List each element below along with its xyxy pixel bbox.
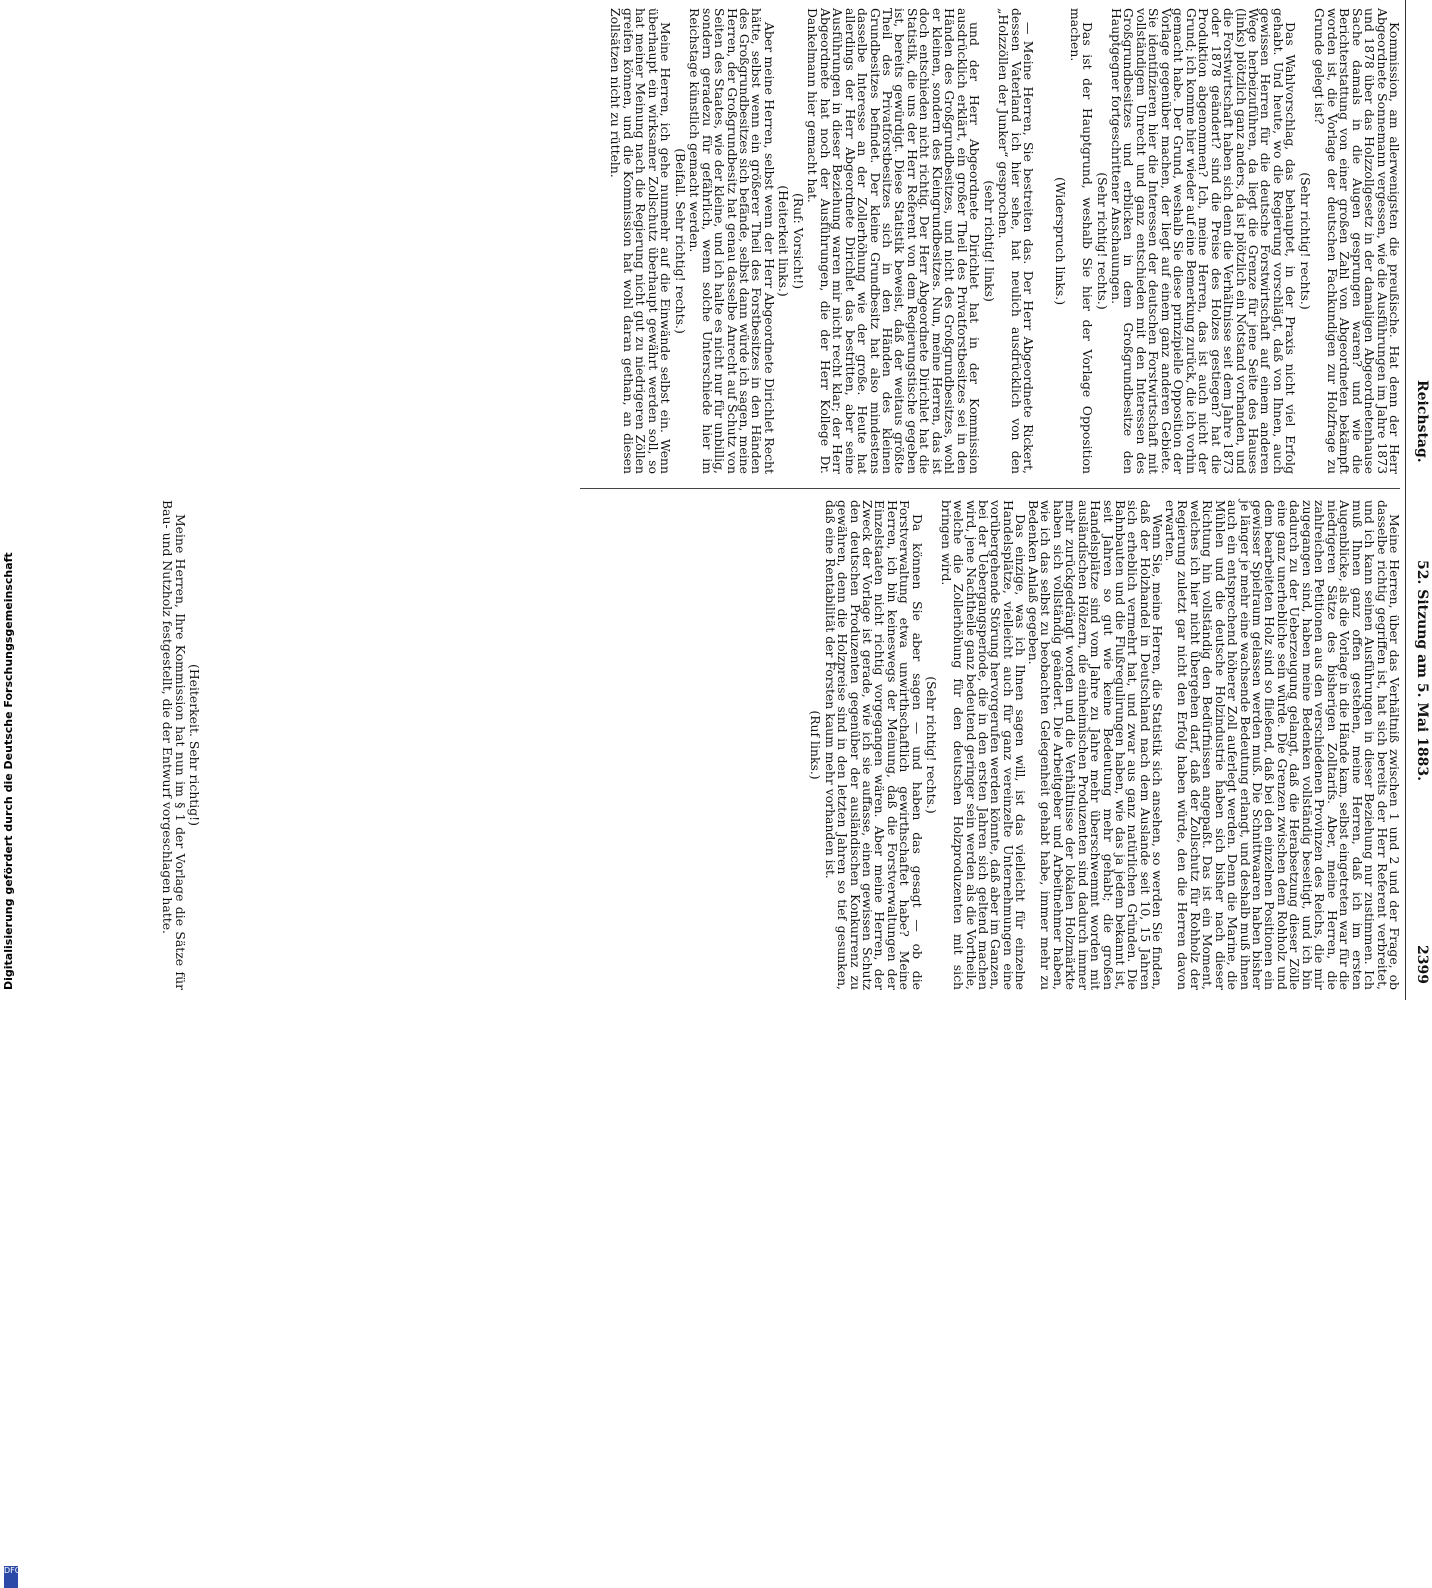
- paragraph: Kommission, am allerwenigsten die preußische. Hat denn der Herr Abgeordnete Sonnemann vergessen, wie die Ausführungen im Jahre 1873 und 1878 über das Holzzollgesetz in der damaligen Abgeordnetenhause Sache damals in die Augen gesprungen waren? und wie die Berichterstattung von einer großen Zahl von Abgeordneten bekämpft worden ist, die Vorlage der deutschen Fachkundigen zur Holzfrage zu Grunde gelegt ist?: [1312, 8, 1402, 474]
- interjection: (Ruf links.): [808, 710, 824, 780]
- interjection: (Ruf: Vorsicht!): [790, 192, 806, 290]
- digitization-strip: [0, 552, 22, 1575]
- paragraph: Aber meine Herren, selbst wenn der Herr Abgeordnete Dirichlet Recht hätte, selbst wenn ein größerer Theil des Forstbesitzes in den Händen des Großgrundbesitzes sich befände, selbst dann würde ich sagen, meine Herren, der Großgrundbesitz hat genau dasselbe Anrecht auf Schutz von Seiten des Staates, wie der kleine, und ich halte es nicht nur für unbillig, sondern geradezu für gefährlich, wenn solche Unterschiede hier im Reichstage künstlich gemacht werden.: [687, 8, 777, 474]
- paragraph: — Meine Herren, Sie bestreiten das. Der Herr Abgeordnete Rickert, dessen Vaterland ich hier sehe, hat neulich ausdrücklich von den „Holzzöllen der Junker“ gesprochen.: [996, 8, 1036, 474]
- interjection: (Sehr richtig! rechts.): [924, 676, 940, 814]
- interjection: (sehr richtig! links): [981, 180, 997, 302]
- interjection: (Widerspruch links.): [1053, 176, 1069, 306]
- paragraph: Das Wahlvorschlag, das behauptet, in der Praxis nicht viel Erfolg gehabt. Und heute, wo die Regierung vorschlägt, daß von Ihnen, auch gewissen Herren für die deutsche Forstwirtschaft auf einem anderen Wege herbeizuführen, da liegt die Grenze für jene Seite des Hauses (links) plötzlich ganz anders, da ist plötzlich ein Notstand vorhanden, und die Forstwirtschaft haben sich denn die Verhältnisse seit dem Jahre 1873 oder 1878 geändert? sind die Preise des Holzes gestiegen? hat die Produktion abgenommen? Ich, meine Herren, das ist auch nicht der Grund; ich komme hier wieder auf eine Bemerkung zurück, die ich vorhin gemacht habe. Der Grund, weshalb Sie diese prinzipielle Opposition der Vorlage gegenüber machen, der liegt auf einem ganz anderen Gebiete. Sie identifizieren hier die Interessen der deutschen Forstwirtschaft mit vollständigem Unrecht und ganz entschieden mit den Interessen des Großgrundbesitzes und erblicken in dem Großgrundbesitze den Hauptgegner fortgeschrittener Anschauungen.: [1109, 8, 1299, 474]
- interjection: (Heiterkeit links.): [776, 185, 792, 297]
- column-divider: [580, 488, 1400, 489]
- paragraph: Meine Herren, ich gehe nunmehr auf die Einwände selbst ein. Wenn überhaupt ein wirksamer Zollschutz überhaupt gewährt werden soll, so hat meiner Meinung nach die Regierung nicht gut zu niedrigeren Zöllen greifen können, und die Kommission hat wohl daran gethan, an diesen Zollsätzen nicht zu rütteln.: [608, 8, 674, 474]
- interjection: (Sehr richtig! rechts.): [1297, 172, 1313, 310]
- paragraph: Da können Sie aber sagen — und haben das gesagt — ob die Forstverwaltung etwa unwirthschaftlich gewirthschaftet habe? Meine Herren, ich bin keineswegs der Meinung, daß die Forstverwaltungen der Einzelstaaten nicht richtig vorgegangen wären. Aber meine Herren, der Zweck der Vorlage ist gerade, wie ich sie auffasse, einen gewissen Schutz den deutschen Produzenten gegenüber der ausländischen Konkurrenz zu gewähren, denn die Holzpreise sind in den letzten Jahren so tief gesunken, daß eine Rentabilität der Forsten kaum mehr vorhanden ist.: [822, 500, 925, 990]
- header-rule: [1405, 0, 1406, 1000]
- paragraph: Meine Herren, Ihre Kommission hat nun im § 1 der Vorlage die Sätze für Bau- und Nutzholz festgestellt, die der Entwurf vorgeschlagen hatte.: [160, 500, 188, 990]
- paragraph: und der Herr Abgeordnete Dirichlet hat in der Kommission ausdrücklich erklärt, ein großer Theil des Privatforstbesitzes sei in den Händen des Großgrundbesitzes, und nicht des Großgrundbesitzes, wohl er kleinen, sondern des Kleingrundbesitzes. Nun, meine Herren, das ist doch entschieden nicht richtig. Der Herr Abgeordnete Dirichlet hat die Statistik, die uns der Herr Referent von dem Regierungstische gegeben ist, bereits gewürdigt. Diese Statistik beweist, daß der weitaus größte Theil des Privatforstbesitzes sich in den Händen des kleinen Grundbesitzes befindet. Der kleine Grundbesitz hat also mindestens dasselbe Interesse an der Zollerhöhung wie der große. Heute hat allerdings der Herr Abgeordnete Dirichlet das bestritten, aber seine Ausführungen in dieser Beziehung waren mir nicht recht klar; der Herr Abgeordnete hat noch der Ausführungen, die der Herr Kollege Dr. Dankelmann hier gemacht hat.: [805, 8, 983, 474]
- interjection: (Sehr richtig! rechts.): [1094, 172, 1110, 310]
- attribution-text: Digitalisierung gefördert durch die Deutsche Forschungsgemeinschaft: [2, 552, 15, 990]
- column-right-end: [32, 500, 202, 990]
- dfg-logo: DFG: [4, 1566, 18, 1588]
- paragraph: Wenn Sie, meine Herren, die Statistik sich ansehen, so werden Sie finden, daß der Holzhandel in Deutschland nach dem Auslande seit 10, 15 Jahren sich erheblich vermehrt hat, und zwar aus ganz natürlichen Gründen. Die Bahnbauten und die Flußregulirungen haben, wie das ja jedem bekannt ist, seit Jahren so gut wie keine Bedeutung mehr gehabt; die großen Handelsplätze sind vom Jahre zu Jahre mehr überschwemmt worden mit ausländischen Hölzern, die einheimischen Produzenten sind dadurch immer mehr zurückgedrängt worden und die Verhältnisse der lokalen Holzmärkte haben sich vollständig geändert. Die Arbeitgeber und Arbeitnehmer haben, wie ich das selbst zu beobachten Gelegenheit gehabt habe, immer mehr zu Bedenken Anlaß gegeben.: [1025, 500, 1166, 990]
- column-left-top: [1044, 8, 1400, 474]
- header-left: Reichstag.: [1414, 380, 1430, 463]
- column-left-bottom: [224, 8, 1034, 474]
- paragraph: Das einzige, was ich Ihnen sagen will, ist das vielleicht für einzelne Handelsplätze, vielleicht auch für ganz vereinzelte Unternehmungen eine vorübergehende Störung hervorgerufen werden könnte, daß aber im Ganzen, bei der Uebergangsperiode, die in den ersten Jahren sich geltend machen wird, jene Nachtheile ganz bedeutend geringer sein werden als die Vortheile, welche die Zollerhöhung für den deutschen Holzproduzenten mit sich bringen wird.: [938, 500, 1029, 990]
- page-header: [1410, 0, 1432, 1000]
- interjection: (Heiterkeit. Sehr richtig!): [187, 664, 202, 826]
- column-right: [220, 500, 1400, 990]
- page-number: 2399: [1414, 945, 1430, 984]
- interjection: (Beifall. Sehr richtig! rechts.): [672, 148, 688, 334]
- rotated-content: [22, 0, 1432, 1000]
- header-center: 52. Sitzung am 5. Mai 1883.: [1414, 560, 1430, 781]
- paragraph: Das ist der Hauptgrund, weshalb Sie hier der Vorlage Opposition machen.: [1067, 8, 1096, 474]
- paragraph: Meine Herren, über das Verhältniß zwischen 1 und 2 und der Frage, ob dasselbe richtig gegriffen ist, hat sich bereits der Herr Referent verbreitet, und ich kann seinen Ausführungen in dieser Beziehung nur zustimmen. Ich muß Ihnen ganz offen gestehen, meine Herren, daß ich im ersten Augenblicke, als die Vorlage in die Hände kam, selbst eingetreten war für die niedrigeren Sätze des bisherigen Zolltarifs. Aber, meine Herren, die zahlreichen Petitionen aus den verschiedenen Provinzen des Reichs, die mir zugegangen sind, haben meine Bedenken vollständig beseitigt, und ich bin dadurch zu der Ueberzeugung gelangt, daß die Herabsetzung dieser Zölle eine ganz unerhebliche sein würde. Die Grenzen zwischen dem Rohholz und dem bearbeiteten Holz sind so fließend, daß bei den einzelnen Positionen ein gewisser Spielraum gelassen werden muß. Die Schnittwaaren haben bisher je länger je mehr eine wachsende Bedeutung erlangt, und deshalb muß ihnen auch ein entsprechend höherer Zoll auferlegt werden. Denn die Marine, die Mühlen und die deutsche Holzindustrie haben sich bisher nach dieser Richtung hin vollständig den Bedürfnissen angepaßt. Das ist ein Moment, welches ich hier nicht übergehen darf, daß der Zollschutz für Rohholz der Regierung zuletzt gar nicht den Erfolg haben würde, den die Herren davon erwarten.: [1162, 500, 1402, 990]
